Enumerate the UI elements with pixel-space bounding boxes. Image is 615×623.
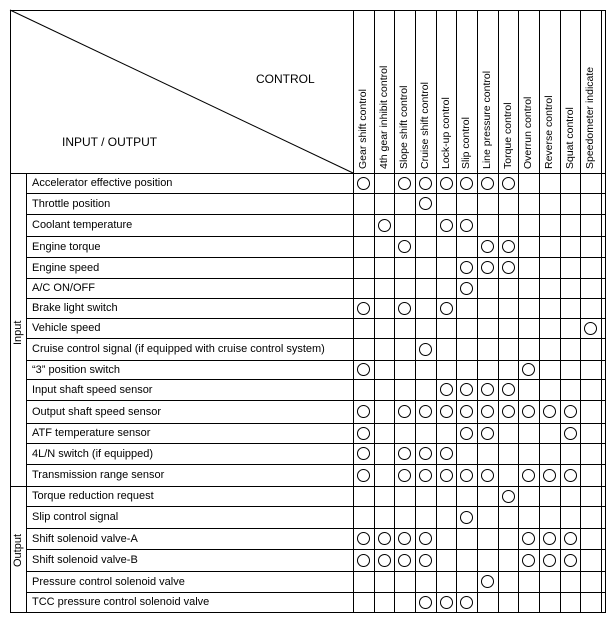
circle-mark-icon <box>357 177 370 190</box>
circle-mark-icon <box>564 405 577 418</box>
circle-mark-icon <box>460 219 473 232</box>
group-divider <box>10 486 605 487</box>
circle-mark-icon <box>419 343 432 356</box>
control-column-divider <box>580 10 581 612</box>
circle-mark-icon <box>543 554 556 567</box>
circle-mark-icon <box>357 447 370 460</box>
circle-mark-icon <box>357 532 370 545</box>
row-label: Shift solenoid valve-B <box>32 554 138 566</box>
circle-mark-icon <box>481 405 494 418</box>
circle-mark-icon <box>522 554 535 567</box>
control-column-divider <box>560 10 561 612</box>
circle-mark-icon <box>357 405 370 418</box>
control-column-divider <box>456 10 457 612</box>
circle-mark-icon <box>564 469 577 482</box>
control-column-divider <box>415 10 416 612</box>
control-column-divider <box>353 10 354 612</box>
circle-mark-icon <box>460 177 473 190</box>
circle-mark-icon <box>440 383 453 396</box>
row-label: Torque reduction request <box>32 490 154 502</box>
circle-mark-icon <box>564 427 577 440</box>
circle-mark-icon <box>481 240 494 253</box>
control-header-9: Reverse control <box>543 95 555 169</box>
circle-mark-icon <box>460 383 473 396</box>
control-column-divider <box>436 10 437 612</box>
circle-mark-icon <box>543 532 556 545</box>
control-header-0: Gear shift control <box>357 89 369 169</box>
row-label: “3” position switch <box>32 364 121 376</box>
circle-mark-icon <box>522 363 535 376</box>
circle-mark-icon <box>460 261 473 274</box>
control-header-4: Lock-up control <box>440 97 452 169</box>
control-header-10: Squat control <box>564 107 576 169</box>
circle-mark-icon <box>522 405 535 418</box>
circle-mark-icon <box>522 532 535 545</box>
row-label: Shift solenoid valve-A <box>32 533 138 545</box>
circle-mark-icon <box>419 197 432 210</box>
row-label: A/C ON/OFF <box>32 282 95 294</box>
circle-mark-icon <box>584 322 597 335</box>
circle-mark-icon <box>419 596 432 609</box>
circle-mark-icon <box>357 469 370 482</box>
circle-mark-icon <box>481 261 494 274</box>
input-output-header-label: INPUT / OUTPUT <box>62 135 158 149</box>
row-label: Transmission range sensor <box>32 469 165 481</box>
control-header-3: Cruise shift control <box>419 82 431 169</box>
control-column-divider <box>374 10 375 612</box>
circle-mark-icon <box>502 383 515 396</box>
row-label: Coolant temperature <box>32 219 133 231</box>
group-column-divider <box>26 173 27 612</box>
row-label: Pressure control solenoid valve <box>32 576 185 588</box>
circle-mark-icon <box>378 219 391 232</box>
row-label: Engine torque <box>32 241 101 253</box>
circle-mark-icon <box>481 383 494 396</box>
control-header-11: Speedometer indicate <box>584 66 596 169</box>
control-header-6: Line pressure control <box>481 70 493 169</box>
circle-mark-icon <box>460 427 473 440</box>
circle-mark-icon <box>440 405 453 418</box>
row-label: 4L/N switch (if equipped) <box>32 448 154 460</box>
control-header-1: 4th gear inhibit control <box>378 65 390 169</box>
circle-mark-icon <box>440 219 453 232</box>
circle-mark-icon <box>502 240 515 253</box>
group-label-input: Input <box>12 320 24 345</box>
circle-mark-icon <box>440 302 453 315</box>
circle-mark-icon <box>398 177 411 190</box>
circle-mark-icon <box>398 469 411 482</box>
control-header-2: Slope shift control <box>398 85 410 169</box>
circle-mark-icon <box>357 302 370 315</box>
row-label: Input shaft speed sensor <box>32 384 153 396</box>
circle-mark-icon <box>502 261 515 274</box>
circle-mark-icon <box>357 363 370 376</box>
circle-mark-icon <box>357 554 370 567</box>
row-label: Brake light switch <box>32 302 118 314</box>
circle-mark-icon <box>502 490 515 503</box>
control-column-divider <box>394 10 395 612</box>
circle-mark-icon <box>481 469 494 482</box>
group-label-output: Output <box>12 533 24 567</box>
circle-mark-icon <box>460 405 473 418</box>
control-column-divider <box>498 10 499 612</box>
control-header-7: Torque control <box>502 102 514 169</box>
control-column-divider <box>601 10 602 612</box>
circle-mark-icon <box>440 596 453 609</box>
row-label: Cruise control signal (if equipped with cruise control system) <box>32 343 325 355</box>
circle-mark-icon <box>564 554 577 567</box>
circle-mark-icon <box>481 575 494 588</box>
circle-mark-icon <box>460 596 473 609</box>
circle-mark-icon <box>378 554 391 567</box>
circle-mark-icon <box>543 469 556 482</box>
table-border-bottom <box>10 612 606 613</box>
circle-mark-icon <box>440 177 453 190</box>
circle-mark-icon <box>460 282 473 295</box>
row-label: Engine speed <box>32 262 100 274</box>
circle-mark-icon <box>460 469 473 482</box>
circle-mark-icon <box>440 447 453 460</box>
circle-mark-icon <box>419 469 432 482</box>
row-label: Throttle position <box>32 198 111 210</box>
circle-mark-icon <box>502 177 515 190</box>
circle-mark-icon <box>398 532 411 545</box>
circle-mark-icon <box>398 240 411 253</box>
circle-mark-icon <box>543 405 556 418</box>
table-border-top <box>10 10 606 11</box>
control-header-8: Overrun control <box>522 96 534 169</box>
circle-mark-icon <box>481 177 494 190</box>
row-label: Slip control signal <box>32 511 119 523</box>
circle-mark-icon <box>398 405 411 418</box>
row-label: ATF temperature sensor <box>32 427 151 439</box>
circle-mark-icon <box>522 469 535 482</box>
circle-mark-icon <box>378 532 391 545</box>
circle-mark-icon <box>398 302 411 315</box>
circle-mark-icon <box>419 532 432 545</box>
circle-mark-icon <box>419 405 432 418</box>
circle-mark-icon <box>419 447 432 460</box>
circle-mark-icon <box>440 469 453 482</box>
table-border-left <box>10 10 11 612</box>
row-label: Output shaft speed sensor <box>32 406 162 418</box>
circle-mark-icon <box>419 554 432 567</box>
control-column-divider <box>539 10 540 612</box>
control-column-divider <box>518 10 519 612</box>
circle-mark-icon <box>398 554 411 567</box>
table-border-right <box>605 10 606 613</box>
row-label: TCC pressure control solenoid valve <box>32 596 210 608</box>
control-header-label: CONTROL <box>256 72 315 86</box>
circle-mark-icon <box>502 405 515 418</box>
circle-mark-icon <box>398 447 411 460</box>
control-header-5: Slip control <box>460 117 472 169</box>
row-label: Vehicle speed <box>32 322 101 334</box>
control-column-divider <box>477 10 478 612</box>
row-label: Accelerator effective position <box>32 177 173 189</box>
circle-mark-icon <box>419 177 432 190</box>
circle-mark-icon <box>564 532 577 545</box>
circle-mark-icon <box>357 427 370 440</box>
header-divider <box>10 173 605 174</box>
circle-mark-icon <box>481 427 494 440</box>
circle-mark-icon <box>460 511 473 524</box>
